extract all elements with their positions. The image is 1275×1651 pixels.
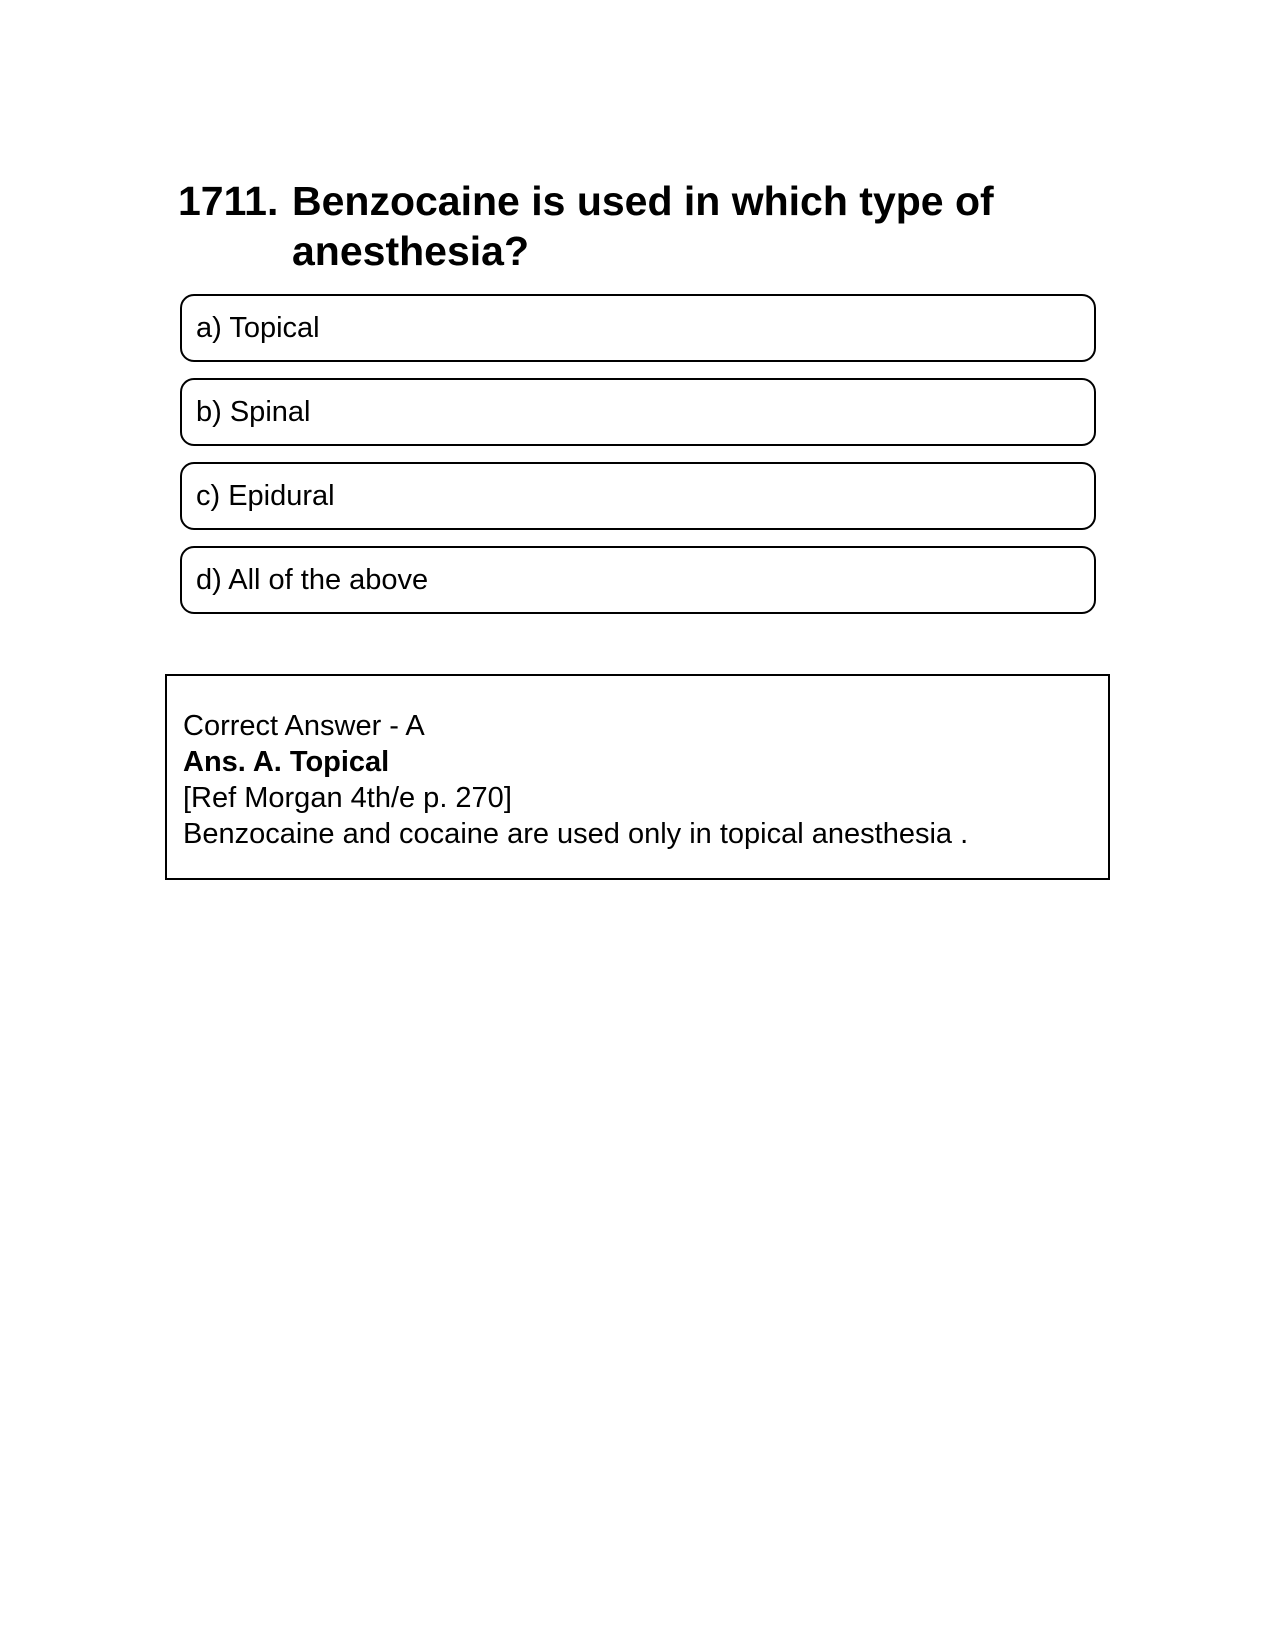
option-d[interactable] — [180, 546, 1096, 614]
answer-reference: [Ref Morgan 4th/e p. 270] — [183, 782, 512, 814]
option-label: a) Topical — [196, 311, 320, 344]
option-label: b) Spinal — [196, 395, 311, 428]
options-list — [180, 294, 1096, 630]
option-c[interactable] — [180, 462, 1096, 530]
question-number: 1711. — [178, 178, 279, 224]
answer-explanation-box — [165, 674, 1110, 880]
option-label: c) Epidural — [196, 479, 335, 512]
option-label: d) All of the above — [196, 563, 429, 596]
option-a[interactable] — [180, 294, 1096, 362]
answer-heading: Ans. A. Topical — [183, 746, 390, 778]
answer-explanation: Benzocaine and cocaine are used only in topical anesthesia . — [183, 818, 969, 850]
question-heading — [178, 176, 1078, 276]
question-text: Benzocaine is used in which type of anesthesia? — [292, 178, 994, 274]
correct-answer-line: Correct Answer - A — [183, 710, 425, 742]
option-b[interactable] — [180, 378, 1096, 446]
